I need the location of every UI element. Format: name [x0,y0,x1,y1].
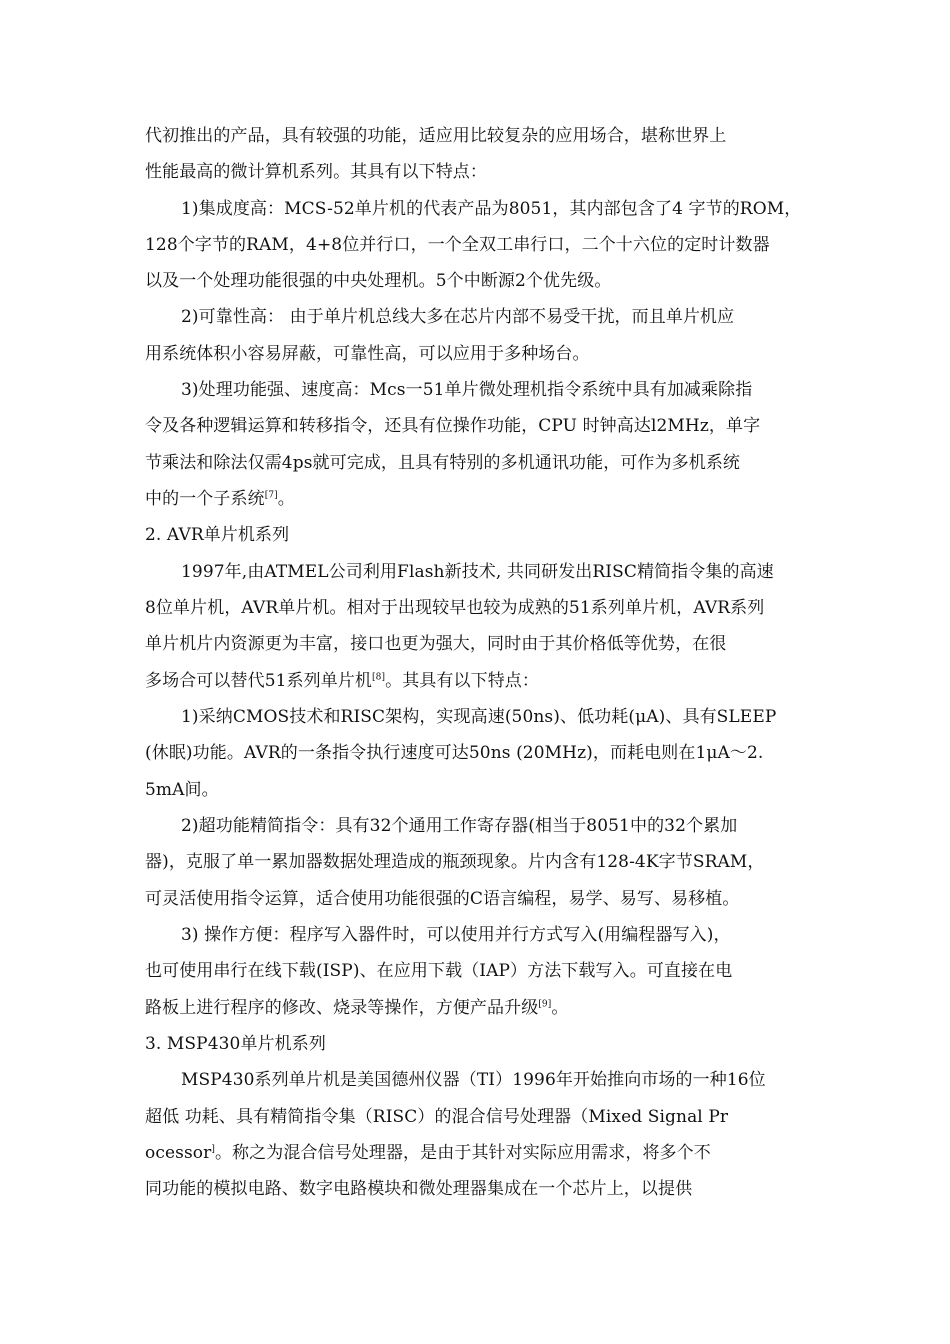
text-line: 1)采纳CMOS技术和RISC架构，实现高速(50ns)、低功耗(μA)、具有SLEEP [181,707,777,727]
text-line: 可灵活使用指令运算，适合使用功能很强的C语言编程，易学、易写、易移植。 [145,889,740,909]
citation-ref: [7] [264,490,278,501]
text-line: 超低 功耗、具有精简指令集（RISC）的混合信号处理器（Mixed Signal Pr [145,1107,729,1127]
text-line: 5mA间。 [145,780,219,800]
text-line: 多场合可以替代51系列单片机[8]。其具有以下特点： [145,671,539,691]
text-line: 单片机片内资源更为丰富，接口也更为强大，同时由于其价格低等优势，在很 [145,634,727,654]
text-line: (休眠)功能。AVR的一条指令执行速度可达50ns (20MHz)，而耗电则在1μA～2. [145,743,764,763]
citation-ref: [8] [372,672,386,683]
text-line: 器)，克服了单一累加器数据处理造成的瓶颈现象。片内含有128-4K字节SRAM， [145,852,765,872]
citation-ref: ] [211,1144,215,1155]
text-line: 中的一个子系统[7]。 [145,489,295,509]
text-line: 令及各种逻辑运算和转移指令，还具有位操作功能，CPU 时钟高达l2MHz，单字 [145,416,761,436]
text-line: MSP430系列单片机是美国德州仪器（TI）1996年开始推向市场的一种16位 [181,1070,766,1090]
text-line: 2)可靠性高： 由于单片机总线大多在芯片内部不易受干扰，而且单片机应 [181,307,735,327]
text-line: 性能最高的微计算机系列。其具有以下特点： [145,162,487,182]
text-line: 1997年,由ATMEL公司利用Flash新技术, 共同研发出RISC精简指令集的高速 [181,562,774,582]
text-line: 3)处理功能强、速度高：Mcs一51单片微处理机指令系统中具有加减乘除指 [181,380,753,400]
text-line: 1)集成度高：MCS-52单片机的代表产品为8051，其内部包含了4 字节的ROM， [181,199,802,219]
section-heading: 3. MSP430单片机系列 [145,1034,326,1054]
text-line: 也可使用串行在线下载(ISP)、在应用下载（IAP）方法下载写入。可直接在电 [145,961,733,981]
text-line: 128个字节的RAM，4+8位并行口，一个全双工串行口，二个十六位的定时计数器 [145,235,770,255]
text-line: 以及一个处理功能很强的中央处理机。5个中断源2个优先级。 [145,271,612,291]
text-line: 代初推出的产品，具有较强的功能，适应用比较复杂的应用场合，堪称世界上 [145,126,727,146]
text-line: 2)超功能精简指令：具有32个通用工作寄存器(相当于8051中的32个累加 [181,816,738,836]
text-line: ocessor]。称之为混合信号处理器，是由于其针对实际应用需求，将多个不 [145,1143,711,1163]
text-line: 用系统体积小容易屏蔽，可靠性高，可以应用于多种场台。 [145,344,590,364]
section-heading: 2. AVR单片机系列 [145,525,290,545]
text-line: 同功能的模拟电路、数字电路模块和微处理器集成在一个芯片上，以提供 [145,1179,693,1199]
text-line: 8位单片机，AVR单片机。相对于出现较早也较为成熟的51系列单片机，AVR系列 [145,598,765,618]
citation-ref: [9] [538,999,552,1010]
document-page [145,124,815,1324]
text-line: 路板上进行程序的修改、烧录等操作，方便产品升级[9]。 [145,998,569,1018]
text-line: 节乘法和除法仅需4ps就可完成，且具有特别的多机通讯功能，可作为多机系统 [145,453,741,473]
text-line: 3) 操作方便：程序写入器件时，可以使用并行方式写入(用编程器写入)， [181,925,731,945]
